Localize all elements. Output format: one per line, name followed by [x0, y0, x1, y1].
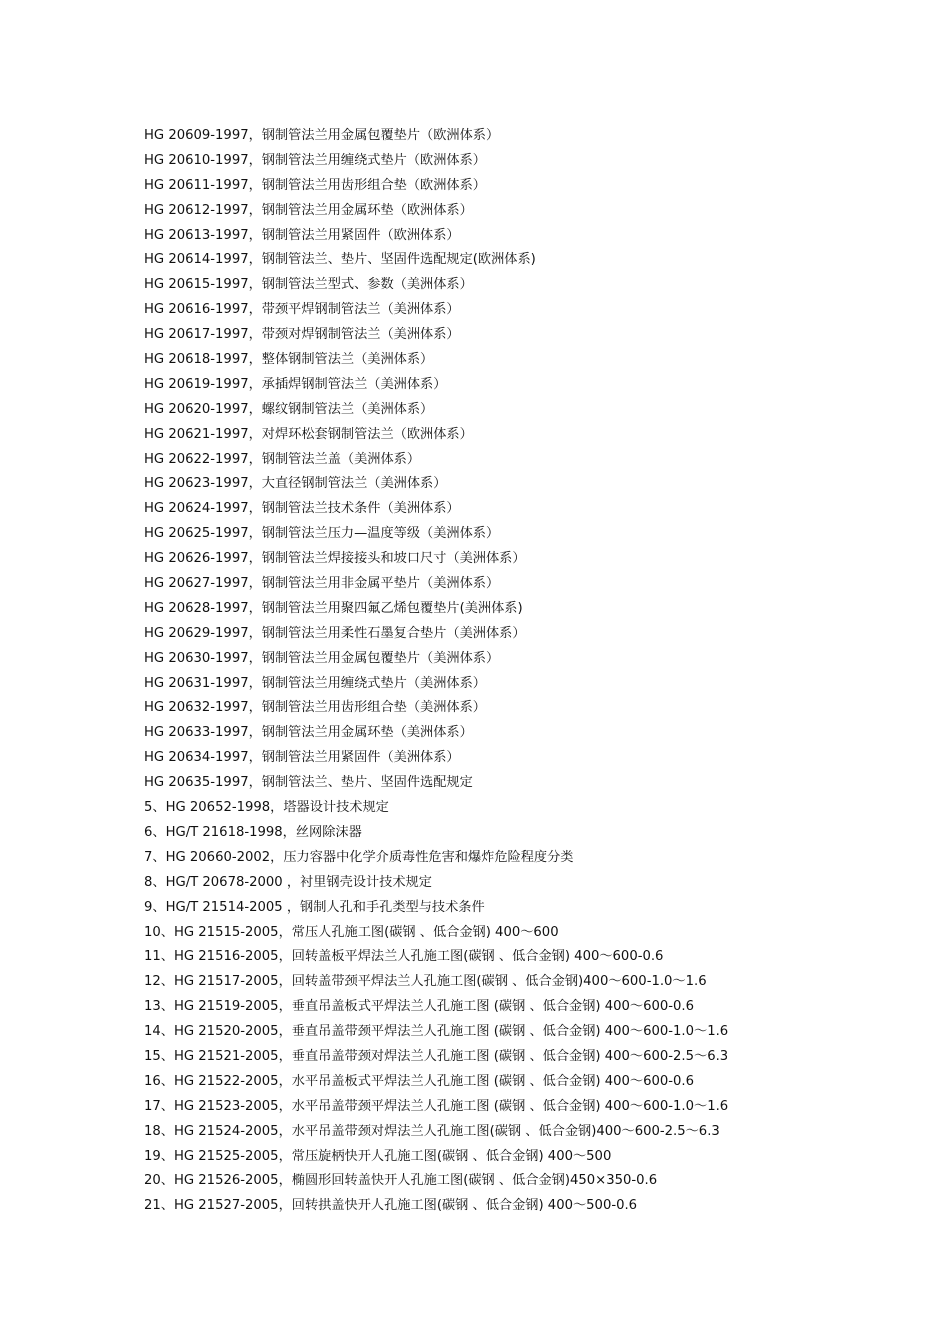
list-item: HG 20626-1997，钢制管法兰焊接接头和坡口尺寸（美洲体系）	[144, 551, 526, 567]
list-item: HG 20628-1997，钢制管法兰用聚四氟乙烯包覆垫片(美洲体系)	[144, 600, 523, 616]
list-item: 20、HG 21526-2005，椭圆形回转盖快开人孔施工图(碳钢 、低合金钢)450×350-0.6	[144, 1173, 658, 1189]
list-item: 15、HG 21521-2005，垂直吊盖带颈对焊法兰人孔施工图 (碳钢 、低合金钢) 400～600-2.5～6.3	[144, 1048, 729, 1064]
list-item: HG 20632-1997，钢制管法兰用齿形组合垫（美洲体系）	[144, 700, 486, 716]
list-item: HG 20620-1997，螺纹钢制管法兰（美洲体系）	[144, 401, 434, 417]
list-item: HG 20627-1997，钢制管法兰用非金属平垫片（美洲体系）	[144, 576, 500, 592]
list-item: HG 20621-1997，对焊环松套钢制管法兰（欧洲体系）	[144, 426, 473, 442]
list-item: HG 20616-1997，带颈平焊钢制管法兰（美洲体系）	[144, 302, 460, 318]
list-item: HG 20629-1997，钢制管法兰用柔性石墨复合垫片（美洲体系）	[144, 625, 526, 641]
list-item: HG 20614-1997，钢制管法兰、垫片、坚固件选配规定(欧洲体系)	[144, 252, 536, 268]
list-item: HG 20613-1997，钢制管法兰用紧固件（欧洲体系）	[144, 227, 460, 243]
list-item: HG 20633-1997，钢制管法兰用金属环垫（美洲体系）	[144, 725, 473, 741]
list-item: 14、HG 21520-2005，垂直吊盖带颈平焊法兰人孔施工图 (碳钢 、低合金钢) 400～600-1.0～1.6	[144, 1024, 729, 1040]
list-item: 7、HG 20660-2002，压力容器中化学介质毒性危害和爆炸危险程度分类	[144, 849, 574, 865]
list-item: HG 20610-1997，钢制管法兰用缠绕式垫片（欧洲体系）	[144, 152, 486, 168]
list-item: 16、HG 21522-2005，水平吊盖板式平焊法兰人孔施工图 (碳钢 、低合金钢) 400～600-0.6	[144, 1073, 695, 1089]
list-item: 21、HG 21527-2005，回转拱盖快开人孔施工图(碳钢 、低合金钢) 400～500-0.6	[144, 1198, 638, 1214]
list-item: 19、HG 21525-2005，常压旋柄快开人孔施工图(碳钢 、低合金钢) 400～500	[144, 1148, 612, 1164]
list-item: 10、HG 21515-2005，常压人孔施工图(碳钢 、低合金钢) 400～600	[144, 924, 559, 940]
list-item: HG 20631-1997，钢制管法兰用缠绕式垫片（美洲体系）	[144, 675, 486, 691]
list-item: HG 20617-1997，带颈对焊钢制管法兰（美洲体系）	[144, 327, 460, 343]
list-item: HG 20618-1997，整体钢制管法兰（美洲体系）	[144, 352, 434, 368]
list-item: HG 20635-1997，钢制管法兰、垫片、坚固件选配规定	[144, 775, 473, 791]
list-item: HG 20622-1997，钢制管法兰盖（美洲体系）	[144, 451, 421, 467]
list-item: HG 20619-1997，承插焊钢制管法兰（美洲体系）	[144, 376, 447, 392]
list-item: HG 20630-1997，钢制管法兰用金属包覆垫片（美洲体系）	[144, 650, 500, 666]
list-item: HG 20624-1997，钢制管法兰技术条件（美洲体系）	[144, 501, 460, 517]
list-item: 9、HG/T 21514-2005 ，钢制人孔和手孔类型与技术条件	[144, 899, 485, 915]
standards-list	[144, 124, 934, 1219]
list-item: 11、HG 21516-2005，回转盖板平焊法兰人孔施工图(碳钢 、低合金钢) 400～600-0.6	[144, 949, 664, 965]
list-item: HG 20612-1997，钢制管法兰用金属环垫（欧洲体系）	[144, 202, 473, 218]
list-item: 6、HG/T 21618-1998，丝网除沫器	[144, 824, 362, 840]
list-item: HG 20611-1997，钢制管法兰用齿形组合垫（欧洲体系）	[144, 177, 486, 193]
list-item: 18、HG 21524-2005，水平吊盖带颈对焊法兰人孔施工图(碳钢 、低合金钢)400～600-2.5～6.3	[144, 1123, 720, 1139]
list-item: 8、HG/T 20678-2000 ，衬里钢壳设计技术规定	[144, 874, 432, 890]
list-item: 13、HG 21519-2005，垂直吊盖板式平焊法兰人孔施工图 (碳钢 、低合金钢) 400～600-0.6	[144, 999, 695, 1015]
list-item: HG 20615-1997，钢制管法兰型式、参数（美洲体系）	[144, 277, 473, 293]
list-item: HG 20634-1997，钢制管法兰用紧固件（美洲体系）	[144, 750, 460, 766]
list-item: 12、HG 21517-2005，回转盖带颈平焊法兰人孔施工图(碳钢 、低合金钢)400～600-1.0～1.6	[144, 974, 707, 990]
list-item: 5、HG 20652-1998，塔器设计技术规定	[144, 800, 389, 816]
list-item: HG 20609-1997，钢制管法兰用金属包覆垫片（欧洲体系）	[144, 128, 500, 143]
list-item: HG 20625-1997，钢制管法兰压力—温度等级（美洲体系）	[144, 526, 500, 542]
list-item: HG 20623-1997，大直径钢制管法兰（美洲体系）	[144, 476, 447, 492]
list-item: 17、HG 21523-2005，水平吊盖带颈平焊法兰人孔施工图 (碳钢 、低合金钢) 400～600-1.0～1.6	[144, 1098, 729, 1114]
